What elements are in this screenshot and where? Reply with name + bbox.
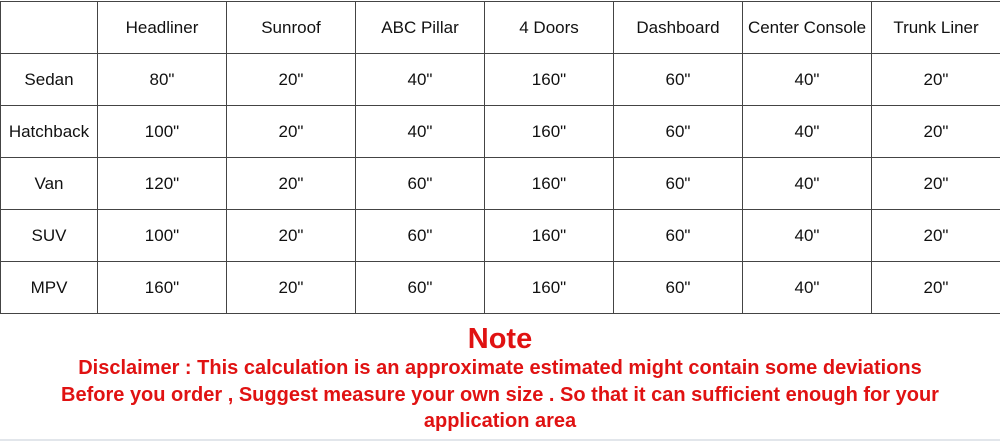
table-cell: 40"	[743, 210, 872, 262]
table-cell: 20"	[227, 106, 356, 158]
table-cell: 60"	[614, 54, 743, 106]
table-cell: 40"	[356, 106, 485, 158]
table-row-sedan	[1, 54, 1000, 106]
size-chart-table	[0, 1, 1000, 314]
row-label: MPV	[1, 262, 98, 314]
column-header-headliner: Headliner	[98, 2, 227, 54]
column-header-abc-pillar: ABC Pillar	[356, 2, 485, 54]
table-cell: 80"	[98, 54, 227, 106]
table-cell: 60"	[356, 262, 485, 314]
table-cell: 40"	[356, 54, 485, 106]
table-cell: 160"	[485, 106, 614, 158]
table-cell: 60"	[614, 262, 743, 314]
table-cell: 160"	[98, 262, 227, 314]
table-cell: 160"	[485, 210, 614, 262]
table-cell: 60"	[356, 210, 485, 262]
table-cell: 60"	[356, 158, 485, 210]
note-title: Note	[467, 323, 533, 355]
table-cell: 40"	[743, 54, 872, 106]
disclaimer-line-2: Before you order , Suggest measure your own size . So that it can sufficient enough for your	[61, 383, 939, 406]
table-cell: 20"	[872, 210, 1000, 262]
row-label: Sedan	[1, 54, 98, 106]
row-label: Van	[1, 158, 98, 210]
column-header-4-doors: 4 Doors	[485, 2, 614, 54]
table-cell: 160"	[485, 262, 614, 314]
table-cell: 20"	[872, 54, 1000, 106]
table-cell: 100"	[98, 210, 227, 262]
table-cell: 160"	[485, 158, 614, 210]
disclaimer-line-1: Disclaimer : This calculation is an approximate estimated might contain some deviations	[78, 357, 922, 379]
table-cell: 20"	[227, 262, 356, 314]
table-cell: 20"	[872, 262, 1000, 314]
table-cell: 100"	[98, 106, 227, 158]
corner-cell	[1, 2, 98, 54]
table-row-hatchback	[1, 106, 1000, 158]
header-row	[1, 2, 1000, 54]
table-cell: 160"	[485, 54, 614, 106]
column-header-sunroof: Sunroof	[227, 2, 356, 54]
row-label: Hatchback	[1, 106, 98, 158]
table-row-van	[1, 158, 1000, 210]
column-header-dashboard: Dashboard	[614, 2, 743, 54]
disclaimer-line-3: application area	[423, 410, 577, 432]
row-label: SUV	[1, 210, 98, 262]
table-cell: 60"	[614, 210, 743, 262]
table-cell: 40"	[743, 106, 872, 158]
column-header-trunk-liner: Trunk Liner	[872, 2, 1000, 54]
table-row-suv	[1, 210, 1000, 262]
table-cell: 20"	[227, 210, 356, 262]
table-cell: 60"	[614, 158, 743, 210]
table-cell: 40"	[743, 158, 872, 210]
table-cell: 20"	[872, 106, 1000, 158]
table-cell: 120"	[98, 158, 227, 210]
table-cell: 60"	[614, 106, 743, 158]
column-header-center-console: Center Console	[743, 2, 872, 54]
table-cell: 40"	[743, 262, 872, 314]
table-row-mpv	[1, 262, 1000, 314]
table-cell: 20"	[872, 158, 1000, 210]
note-section	[0, 323, 1000, 435]
table-cell: 20"	[227, 54, 356, 106]
table-cell: 20"	[227, 158, 356, 210]
